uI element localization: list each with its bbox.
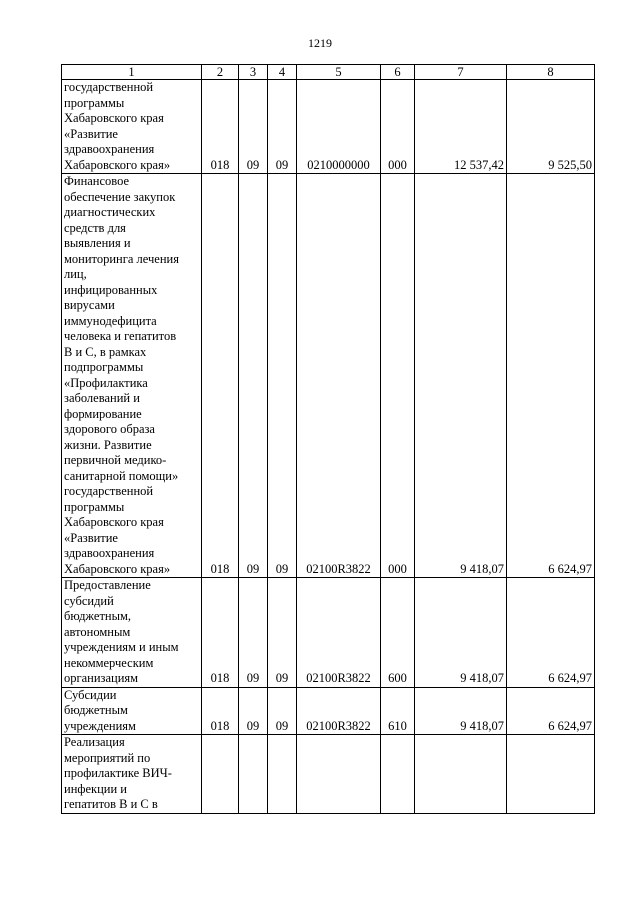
description-line: «Профилактика <box>64 375 148 390</box>
table-row <box>62 80 595 174</box>
cell-amount-executed: 9 525,50 <box>507 80 595 174</box>
description-line: учреждениям и иным <box>64 640 179 654</box>
description-line: выявления и <box>64 236 131 250</box>
cell-amount-planned: 9 418,07 <box>415 174 507 578</box>
cell-target-article: 02100R3822 <box>297 578 381 688</box>
cell-ministry-code: 018 <box>202 174 239 578</box>
description-line: «Развитие <box>64 530 118 545</box>
description-line: Хабаровского края <box>64 111 164 125</box>
description-line: иммунодефицита <box>64 313 157 328</box>
cell-expense-type <box>381 735 415 814</box>
description-line: Хабаровского края» <box>64 157 171 172</box>
description-line: инфицированных <box>64 282 158 297</box>
description-line: заболеваний и <box>64 391 140 405</box>
cell-expense-type: 610 <box>381 687 415 735</box>
description-line: Хабаровского края» <box>64 561 171 576</box>
cell-expense-type: 000 <box>381 174 415 578</box>
cell-section: 09 <box>239 687 268 735</box>
description-line: государственной <box>64 484 154 498</box>
cell-amount-executed <box>507 735 595 814</box>
description-line: жизни. Развитие <box>64 437 152 452</box>
row-description <box>62 735 202 814</box>
description-line: профилактике ВИЧ- <box>64 766 172 780</box>
row-description <box>62 174 202 578</box>
description-line: бюджетным, <box>64 609 132 623</box>
description-line: B и C, в рамках <box>64 344 147 359</box>
description-line: мероприятий по <box>64 750 151 765</box>
description-line: автономным <box>64 624 131 639</box>
description-line: «Развитие <box>64 126 118 141</box>
description-line: мониторинга лечения <box>64 251 179 266</box>
cell-section: 09 <box>239 174 268 578</box>
description-line: здравоохранения <box>64 546 155 560</box>
description-line: Субсидии <box>64 687 117 702</box>
description-line: Хабаровского края <box>64 515 164 529</box>
column-header: 4 <box>268 65 297 80</box>
column-header: 7 <box>415 65 507 80</box>
cell-amount-executed: 6 624,97 <box>507 687 595 735</box>
cell-subsection: 09 <box>268 80 297 174</box>
cell-subsection: 09 <box>268 174 297 578</box>
column-header: 8 <box>507 65 595 80</box>
description-line: учреждениям <box>64 718 136 733</box>
table-row <box>62 578 595 688</box>
table-row <box>62 735 595 814</box>
description-line: субсидий <box>64 593 114 608</box>
cell-target-article: 02100R3822 <box>297 174 381 578</box>
cell-section: 09 <box>239 578 268 688</box>
description-line: формирование <box>64 406 142 421</box>
cell-target-article: 0210000000 <box>297 80 381 174</box>
description-line: подпрограммы <box>64 360 144 374</box>
cell-expense-type: 600 <box>381 578 415 688</box>
description-line: некоммерческим <box>64 655 154 670</box>
cell-ministry-code <box>202 735 239 814</box>
cell-amount-planned <box>415 735 507 814</box>
description-line: Предоставление <box>64 578 151 592</box>
header-row <box>62 65 595 80</box>
description-line: лиц, <box>64 267 87 281</box>
column-header: 6 <box>381 65 415 80</box>
description-line: организациям <box>64 671 139 685</box>
description-line: вирусами <box>64 298 115 312</box>
row-description <box>62 578 202 688</box>
cell-amount-executed: 6 624,97 <box>507 174 595 578</box>
table-row <box>62 687 595 735</box>
description-line: программы <box>64 499 125 514</box>
budget-table <box>61 64 595 814</box>
cell-ministry-code: 018 <box>202 80 239 174</box>
cell-amount-planned: 12 537,42 <box>415 80 507 174</box>
column-header: 2 <box>202 65 239 80</box>
description-line: гепатитов B и C в <box>64 797 158 811</box>
row-description <box>62 687 202 735</box>
cell-ministry-code: 018 <box>202 687 239 735</box>
description-line: человека и гепатитов <box>64 329 177 343</box>
row-description <box>62 80 202 174</box>
column-header: 5 <box>297 65 381 80</box>
column-header: 3 <box>239 65 268 80</box>
cell-amount-planned: 9 418,07 <box>415 578 507 688</box>
description-line: средств для <box>64 220 126 235</box>
table-row <box>62 174 595 578</box>
cell-target-article <box>297 735 381 814</box>
cell-amount-executed: 6 624,97 <box>507 578 595 688</box>
description-line: первичной медико- <box>64 453 167 467</box>
cell-target-article: 02100R3822 <box>297 687 381 735</box>
description-line: здорового образа <box>64 422 155 436</box>
cell-amount-planned: 9 418,07 <box>415 687 507 735</box>
description-line: санитарной помощи» <box>64 468 179 483</box>
page-number: 1219 <box>308 36 332 50</box>
description-line: Финансовое <box>64 174 130 188</box>
cell-subsection <box>268 735 297 814</box>
description-line: диагностических <box>64 205 156 219</box>
description-line: бюджетным <box>64 703 128 717</box>
cell-expense-type: 000 <box>381 80 415 174</box>
description-line: обеспечение закупок <box>64 189 176 204</box>
cell-subsection: 09 <box>268 687 297 735</box>
cell-section <box>239 735 268 814</box>
description-line: Реализация <box>64 735 125 749</box>
description-line: программы <box>64 95 125 110</box>
column-header: 1 <box>62 65 202 80</box>
cell-ministry-code: 018 <box>202 578 239 688</box>
cell-section: 09 <box>239 80 268 174</box>
description-line: инфекции и <box>64 781 127 796</box>
description-line: здравоохранения <box>64 142 155 156</box>
description-line: государственной <box>64 80 154 94</box>
cell-subsection: 09 <box>268 578 297 688</box>
